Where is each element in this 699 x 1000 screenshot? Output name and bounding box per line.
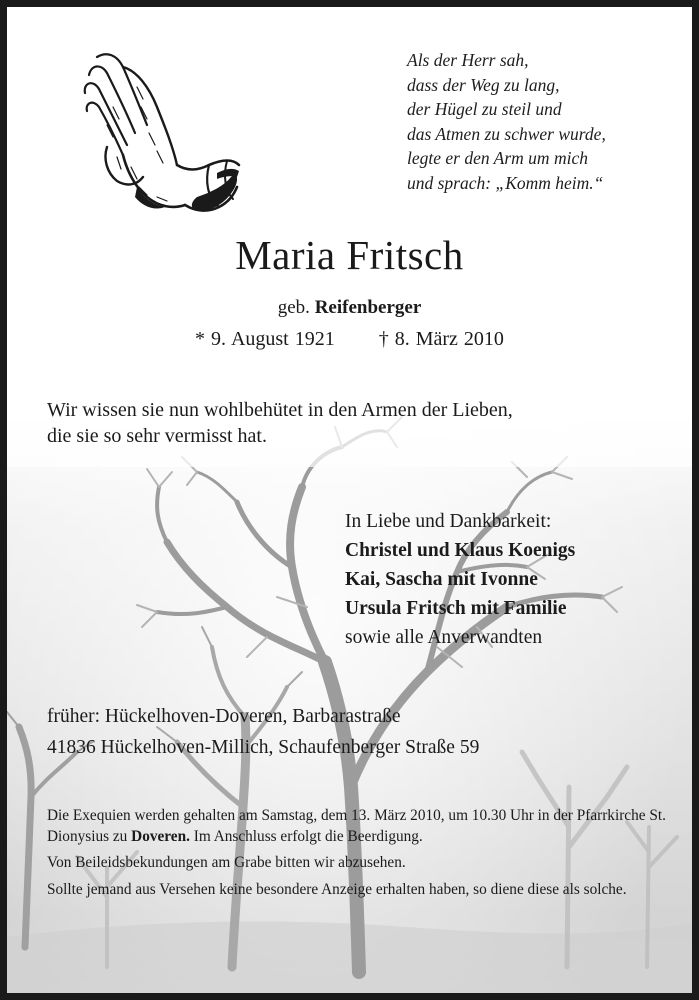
exequien-paragraph bbox=[47, 806, 687, 847]
poem-line: und sprach: „Komm heim.“ bbox=[407, 172, 604, 193]
intro-line: die sie so sehr vermisst hat. bbox=[47, 425, 267, 447]
maiden-surname: Reifenberger bbox=[314, 297, 422, 318]
poem bbox=[407, 48, 677, 195]
poem-line: Als der Herr sah, bbox=[407, 50, 529, 70]
maiden-name bbox=[7, 297, 692, 319]
intro-text bbox=[47, 397, 677, 449]
exequien-text: Die Exequien werden gehalten am Samstag, dem 13. März 2010, um 10.30 Uhr in der Pfarrkirche St. Dionysius zu bbox=[47, 807, 666, 845]
former-address: früher: Hückelhoven-Doveren, Barbarastraße bbox=[47, 706, 401, 727]
mourners-block bbox=[345, 507, 685, 652]
poem-line: der Hügel zu steil und bbox=[407, 99, 562, 119]
exequien-text-after: Im Anschluss erfolgt die Beerdigung. bbox=[189, 827, 423, 845]
mourner-name: Kai, Sascha mit Ivonne bbox=[345, 569, 538, 590]
mourners-heading: In Liebe und Dankbarkeit: bbox=[345, 511, 552, 532]
death-date: † 8. März 2010 bbox=[378, 328, 504, 350]
poem-line: das Atmen zu schwer wurde, bbox=[407, 123, 606, 144]
mourners-others: sowie alle Anverwandten bbox=[345, 627, 543, 648]
obituary-card bbox=[7, 7, 692, 993]
mourner-name: Christel und Klaus Koenigs bbox=[345, 540, 576, 561]
current-address: 41836 Hückelhoven-Millich, Schaufenberger Straße 59 bbox=[47, 737, 480, 758]
praying-hands-icon bbox=[77, 47, 242, 227]
church-location: Doveren. bbox=[131, 827, 190, 845]
mourner-name: Ursula Fritsch mit Familie bbox=[345, 598, 567, 619]
no-notice-paragraph: Sollte jemand aus Versehen keine besondere Anzeige erhalten haben, so diene diese als solche. bbox=[47, 880, 627, 898]
condolences-paragraph: Von Beileidsbekundungen am Grabe bitten wir abzusehen. bbox=[47, 854, 406, 871]
intro-line: Wir wissen sie nun wohlbehütet in den Armen der Lieben, bbox=[47, 399, 513, 421]
birth-date: * 9. August 1921 bbox=[195, 328, 335, 350]
address-block bbox=[47, 701, 687, 763]
poem-line: legte er den Arm um mich bbox=[407, 148, 588, 168]
life-dates bbox=[7, 328, 692, 351]
maiden-prefix: geb. bbox=[277, 297, 310, 318]
poem-line: dass der Weg zu lang, bbox=[407, 74, 560, 95]
funeral-notice bbox=[47, 806, 687, 906]
deceased-name: Maria Fritsch bbox=[235, 232, 464, 278]
